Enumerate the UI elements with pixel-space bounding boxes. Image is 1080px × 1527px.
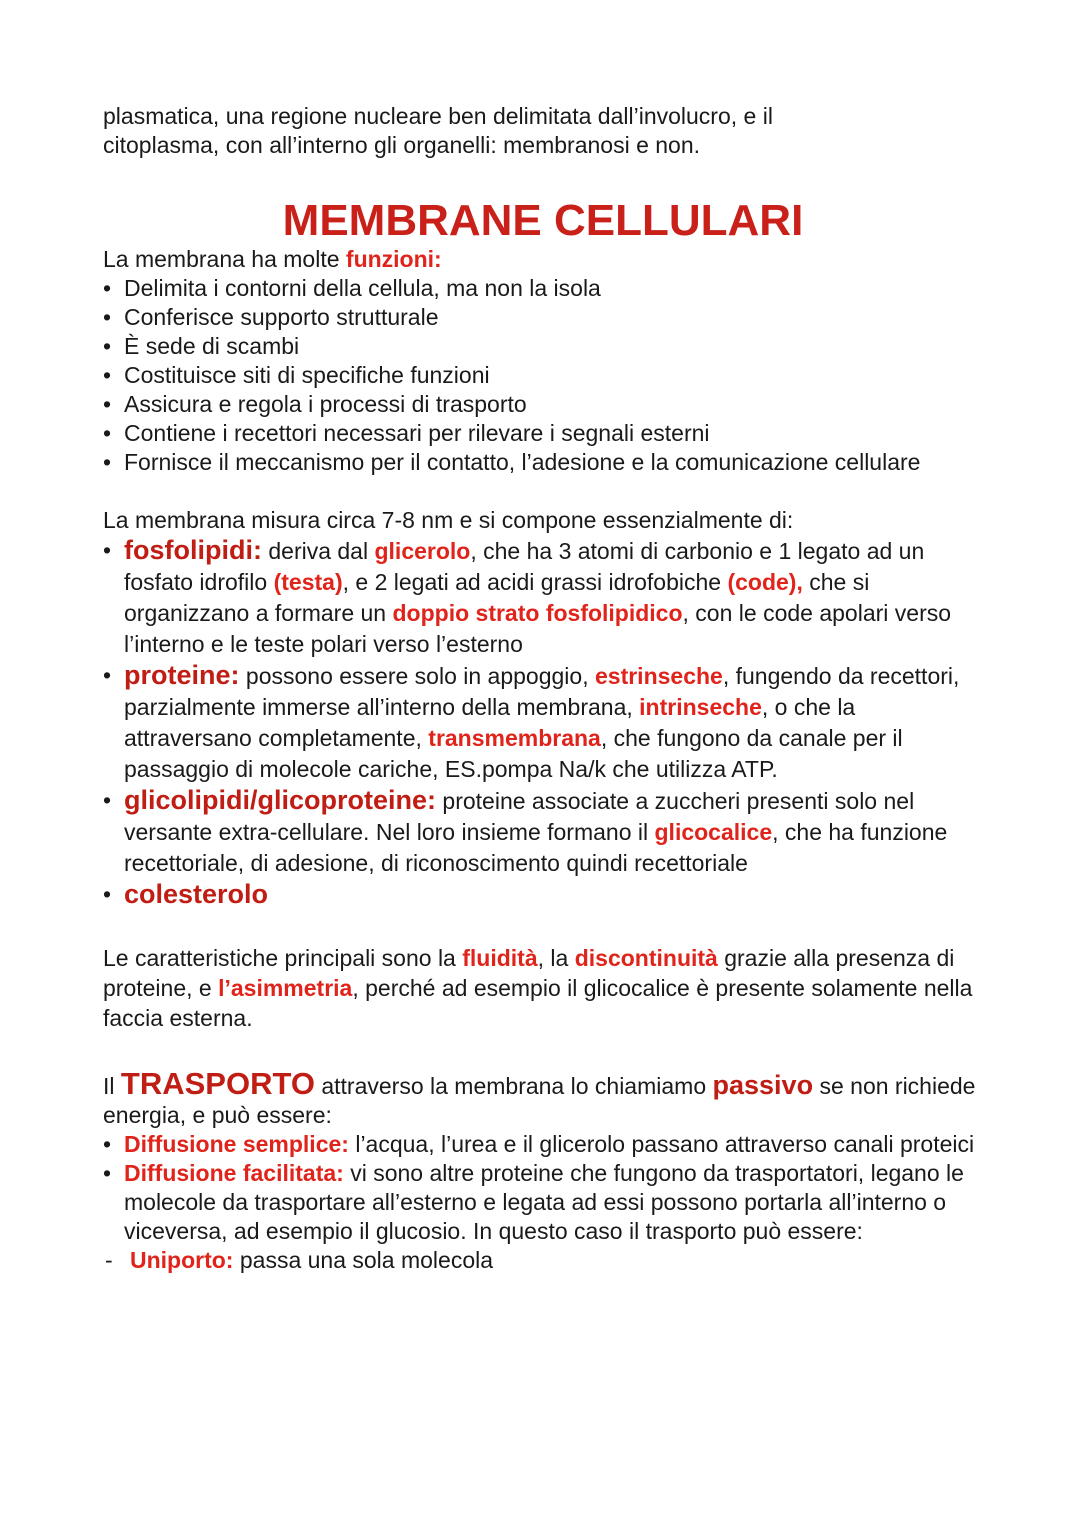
caratteristiche-paragraph: Le caratteristiche principali sono la fluidità, la discontinuità grazie alla presenza di proteine, e l’asimmetria, perché ad esempio il glicocalice è presente solamente nella faccia esterna. [103,945,973,1031]
list-item: • Assicura e regola i processi di trasporto [103,390,983,419]
list-item-glico: • glicolipidi/glicoproteine: proteine associate a zuccheri presenti solo nel versante extra-cellulare. Nel loro insieme formano il glicocalice, che ha funzione recettoriale, di adesione, di riconoscimento quindi recettoriale [103,785,983,879]
list-item-fosfolipidi: • fosfolipidi: deriva dal glicerolo, che ha 3 atomi di carbonio e 1 legato ad un fosfato idrofilo (testa), e 2 legati ad acidi grassi idrofobiche (code), che si organizzano a formare un doppio strato fosfolipidico, con le code apolari verso l’interno e le teste polari verso l’esterno [103,535,983,660]
funzioni-list [103,274,983,477]
funzioni-lead: La membrana ha molte funzioni: [103,246,442,272]
list-item-diffusione-facilitata: • Diffusione facilitata: vi sono altre proteine che fungono da trasportatori, legano le molecole da trasportare all’esterno e legata ad essi possono portarla all’interno o viceversa, ad esempio il glucosio. In questo caso il trasporto può essere: [103,1159,983,1246]
term-fosfolipidi: fosfolipidi: [124,535,262,565]
term-glico: glicolipidi/glicoproteine: [124,785,437,815]
list-item: • Conferisce supporto strutturale [103,303,983,332]
funzioni-keyword: funzioni: [345,246,442,272]
trasporto-list [103,1130,983,1246]
document-page [103,102,983,1275]
intro-line-2: citoplasma, con all’interno gli organelli: membranosi e non. [103,132,701,158]
term-proteine: proteine: [124,660,240,690]
trasporto-paragraph: Il TRASPORTO attraverso la membrana lo chiamiamo passivo se non richiede energia, e può essere: [103,1066,976,1128]
intro-line-1: plasmatica, una regione nucleare ben delimitata dall’involucro, e il [103,103,773,129]
list-item-uniporto: - Uniporto: passa una sola molecola [103,1246,983,1275]
list-item: • Fornisce il meccanismo per il contatto, l’adesione e la comunicazione cellulare [103,448,983,477]
trasporto-heading: TRASPORTO [120,1066,315,1101]
list-item-diffusione-semplice: • Diffusione semplice: l’acqua, l’urea e il glicerolo passano attraverso canali proteici [103,1130,983,1159]
list-item: • Delimita i contorni della cellula, ma non la isola [103,274,983,303]
list-item: • Costituisce siti di specifiche funzioni [103,361,983,390]
list-item-colesterolo [103,879,983,911]
section-title: MEMBRANE CELLULARI [282,196,804,245]
list-item: • È sede di scambi [103,332,983,361]
list-item-proteine: • proteine: possono essere solo in appoggio, estrinseche, fungendo da recettori, parzialmente immerse all’interno della membrana, intrinseche, o che la attraversano completamente, transmembrana, che fungono da canale per il passaggio di molecole cariche, ES.pompa Na/k che utilizza ATP. [103,660,983,785]
componenti-list [103,535,983,911]
intro-paragraph [103,102,983,160]
componenti-lead: La membrana misura circa 7-8 nm e si compone essenzialmente di: [103,507,794,533]
list-item: • Contiene i recettori necessari per rilevare i segnali esterni [103,419,983,448]
term-colesterolo: colesterolo [124,879,269,909]
